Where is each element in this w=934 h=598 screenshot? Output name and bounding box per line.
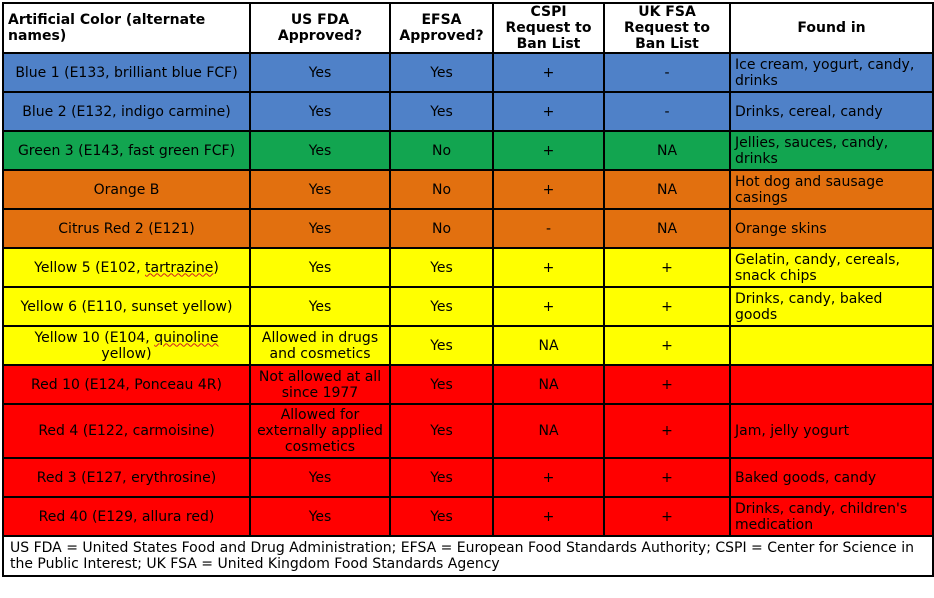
efsa-cell: Yes [390, 92, 493, 131]
color-name-cell: Red 4 (E122, carmoisine) [3, 404, 250, 458]
color-name-cell: Blue 2 (E132, indigo carmine) [3, 92, 250, 131]
efsa-cell: No [390, 209, 493, 248]
efsa-cell: No [390, 170, 493, 209]
fda-cell: Not allowed at all since 1977 [250, 365, 390, 404]
cspi-cell: + [493, 131, 604, 170]
header-ukfsa: UK FSA Request to Ban List [604, 3, 730, 53]
cspi-cell: NA [493, 404, 604, 458]
cspi-cell: + [493, 287, 604, 326]
fda-cell: Yes [250, 287, 390, 326]
found-in-cell: Gelatin, candy, cereals, snack chips [730, 248, 933, 287]
table-row [3, 326, 933, 365]
ukfsa-cell: + [604, 326, 730, 365]
color-name-cell: Yellow 6 (E110, sunset yellow) [3, 287, 250, 326]
table-row [3, 209, 933, 248]
cspi-cell: + [493, 92, 604, 131]
efsa-cell: Yes [390, 326, 493, 365]
ukfsa-cell: + [604, 497, 730, 536]
color-name-cell: Red 10 (E124, Ponceau 4R) [3, 365, 250, 404]
fda-cell: Yes [250, 53, 390, 92]
fda-cell: Yes [250, 170, 390, 209]
cspi-cell: + [493, 497, 604, 536]
cspi-cell: - [493, 209, 604, 248]
fda-cell: Yes [250, 497, 390, 536]
found-in-cell: Ice cream, yogurt, candy, drinks [730, 53, 933, 92]
ukfsa-cell: + [604, 287, 730, 326]
color-name-cell: Orange B [3, 170, 250, 209]
table-row [3, 92, 933, 131]
efsa-cell: Yes [390, 458, 493, 497]
fda-cell: Allowed for externally applied cosmetics [250, 404, 390, 458]
cspi-cell: NA [493, 326, 604, 365]
fda-cell: Yes [250, 248, 390, 287]
ukfsa-cell: - [604, 92, 730, 131]
ukfsa-cell: - [604, 53, 730, 92]
ukfsa-cell: NA [604, 209, 730, 248]
color-name-cell: Citrus Red 2 (E121) [3, 209, 250, 248]
ukfsa-cell: + [604, 458, 730, 497]
table-row [3, 404, 933, 458]
found-in-cell [730, 326, 933, 365]
ukfsa-cell: + [604, 365, 730, 404]
header-efsa: EFSA Approved? [390, 3, 493, 53]
color-name-cell: Yellow 5 (E102, tartrazine) [3, 248, 250, 287]
cspi-cell: + [493, 170, 604, 209]
ukfsa-cell: + [604, 404, 730, 458]
table-row [3, 131, 933, 170]
efsa-cell: Yes [390, 365, 493, 404]
color-name-cell: Green 3 (E143, fast green FCF) [3, 131, 250, 170]
color-name-cell: Red 3 (E127, erythrosine) [3, 458, 250, 497]
found-in-cell [730, 365, 933, 404]
ukfsa-cell: + [604, 248, 730, 287]
efsa-cell: Yes [390, 497, 493, 536]
table-row [3, 53, 933, 92]
found-in-cell: Orange skins [730, 209, 933, 248]
header-cspi: CSPI Request to Ban List [493, 3, 604, 53]
header-fda: US FDA Approved? [250, 3, 390, 53]
header-color: Artificial Color (alternate names) [3, 3, 250, 53]
table-row [3, 287, 933, 326]
table-row [3, 458, 933, 497]
header-found-in: Found in [730, 3, 933, 53]
footnote: US FDA = United States Food and Drug Administration; EFSA = European Food Standards Authority; CSPI = Center for Science in the Public Interest; UK FSA = United Kingdom Food Standards Agency [3, 536, 933, 576]
food-color-table [2, 2, 934, 577]
table-row [3, 497, 933, 536]
table-body [3, 53, 933, 536]
fda-cell: Yes [250, 209, 390, 248]
table-row [3, 365, 933, 404]
fda-cell: Allowed in drugs and cosmetics [250, 326, 390, 365]
found-in-cell: Jellies, sauces, candy, drinks [730, 131, 933, 170]
cspi-cell: + [493, 458, 604, 497]
fda-cell: Yes [250, 92, 390, 131]
color-name-cell: Blue 1 (E133, brilliant blue FCF) [3, 53, 250, 92]
header-row [3, 3, 933, 53]
found-in-cell: Hot dog and sausage casings [730, 170, 933, 209]
color-name-cell: Yellow 10 (E104, quinoline yellow) [3, 326, 250, 365]
table-row [3, 248, 933, 287]
found-in-cell: Drinks, cereal, candy [730, 92, 933, 131]
found-in-cell: Drinks, candy, baked goods [730, 287, 933, 326]
efsa-cell: Yes [390, 248, 493, 287]
fda-cell: Yes [250, 458, 390, 497]
cspi-cell: NA [493, 365, 604, 404]
found-in-cell: Jam, jelly yogurt [730, 404, 933, 458]
footnote-row [3, 536, 933, 576]
fda-cell: Yes [250, 131, 390, 170]
ukfsa-cell: NA [604, 170, 730, 209]
efsa-cell: Yes [390, 287, 493, 326]
efsa-cell: Yes [390, 53, 493, 92]
found-in-cell: Drinks, candy, children's medication [730, 497, 933, 536]
cspi-cell: + [493, 53, 604, 92]
found-in-cell: Baked goods, candy [730, 458, 933, 497]
color-name-cell: Red 40 (E129, allura red) [3, 497, 250, 536]
ukfsa-cell: NA [604, 131, 730, 170]
table-row [3, 170, 933, 209]
efsa-cell: No [390, 131, 493, 170]
efsa-cell: Yes [390, 404, 493, 458]
cspi-cell: + [493, 248, 604, 287]
